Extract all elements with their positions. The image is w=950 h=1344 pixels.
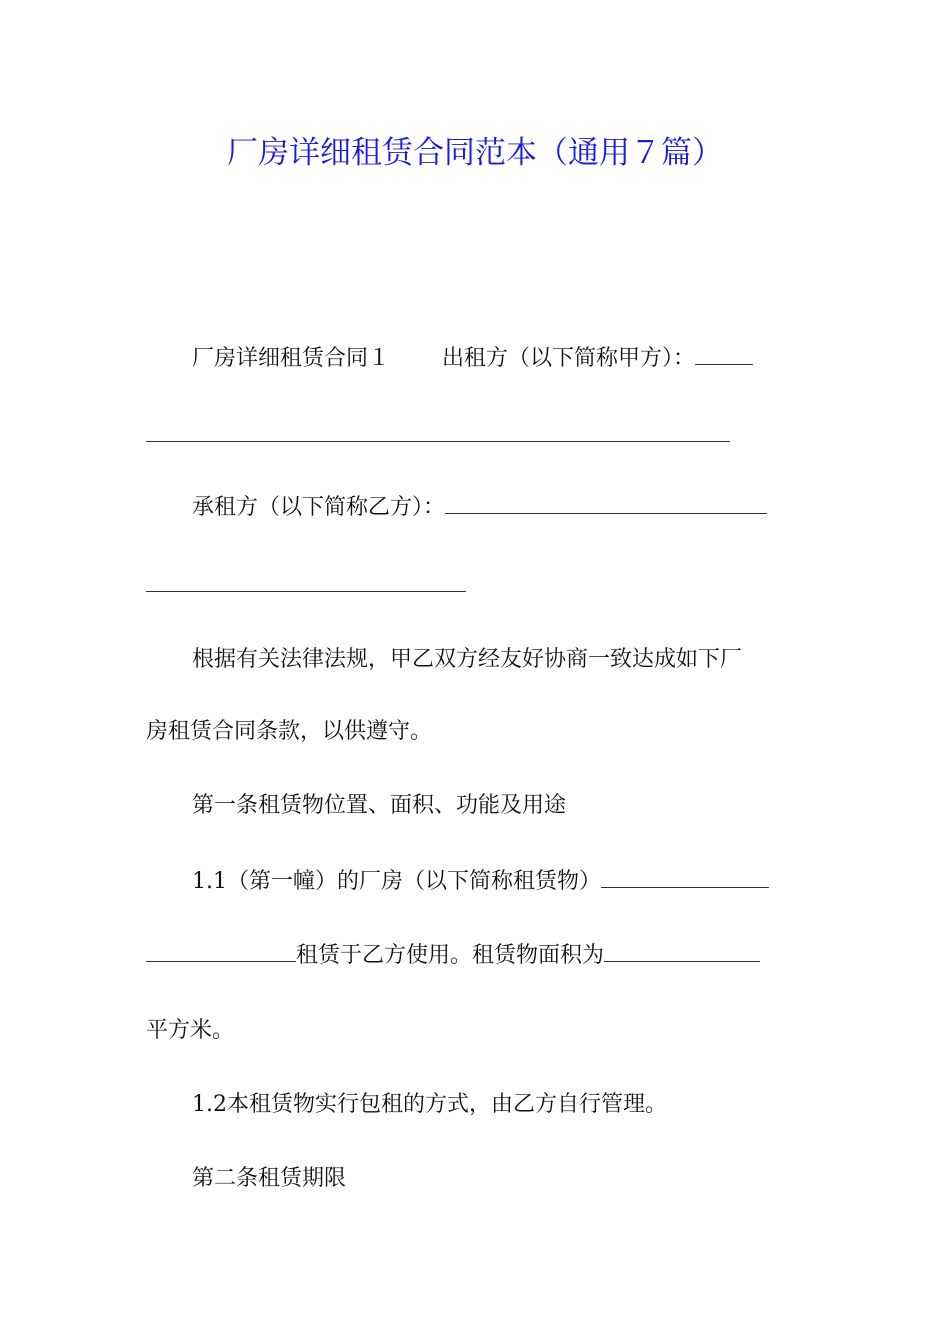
lessee-label: 承租方（以下简称乙方）： <box>192 495 446 520</box>
clause-1-1-line-1 <box>192 865 769 899</box>
clause-1-1-text: 1.1（第一幢）的厂房（以下简称租赁物） <box>192 869 601 894</box>
clause-1-1-text-2: 租赁于乙方使用。租赁物面积为 <box>296 943 605 968</box>
contract-heading-line <box>192 342 753 376</box>
lessee-line <box>192 491 767 525</box>
lessor-blank-continued <box>146 441 730 442</box>
location-blank <box>601 867 769 888</box>
clause-1-2: 1.2本租赁物实行包租的方式，由乙方自行管理。 <box>192 1092 667 1117</box>
paragraph-1-line-2: 房租赁合同条款，以供遵守。 <box>146 719 433 744</box>
paragraph-1-line-1: 根据有关法律法规，甲乙双方经友好协商一致达成如下厂 <box>192 647 743 672</box>
article-2-heading: 第二条租赁期限 <box>192 1166 347 1191</box>
lessee-blank-continued <box>146 591 466 592</box>
lessee-blank <box>445 493 767 514</box>
article-1-heading: 第一条租赁物位置、面积、功能及用途 <box>192 793 567 818</box>
clause-1-1-line-3: 平方米。 <box>146 1018 235 1043</box>
lessor-blank <box>695 344 753 365</box>
clause-1-1-line-2 <box>146 939 760 973</box>
lessor-label: 出租方（以下简称甲方）： <box>442 346 696 371</box>
contract-heading: 厂房详细租赁合同１ <box>192 346 391 371</box>
document-title: 厂房详细租赁合同范本（通用７篇） <box>227 135 723 171</box>
area-blank <box>604 941 760 962</box>
location-blank-continued <box>146 941 296 962</box>
